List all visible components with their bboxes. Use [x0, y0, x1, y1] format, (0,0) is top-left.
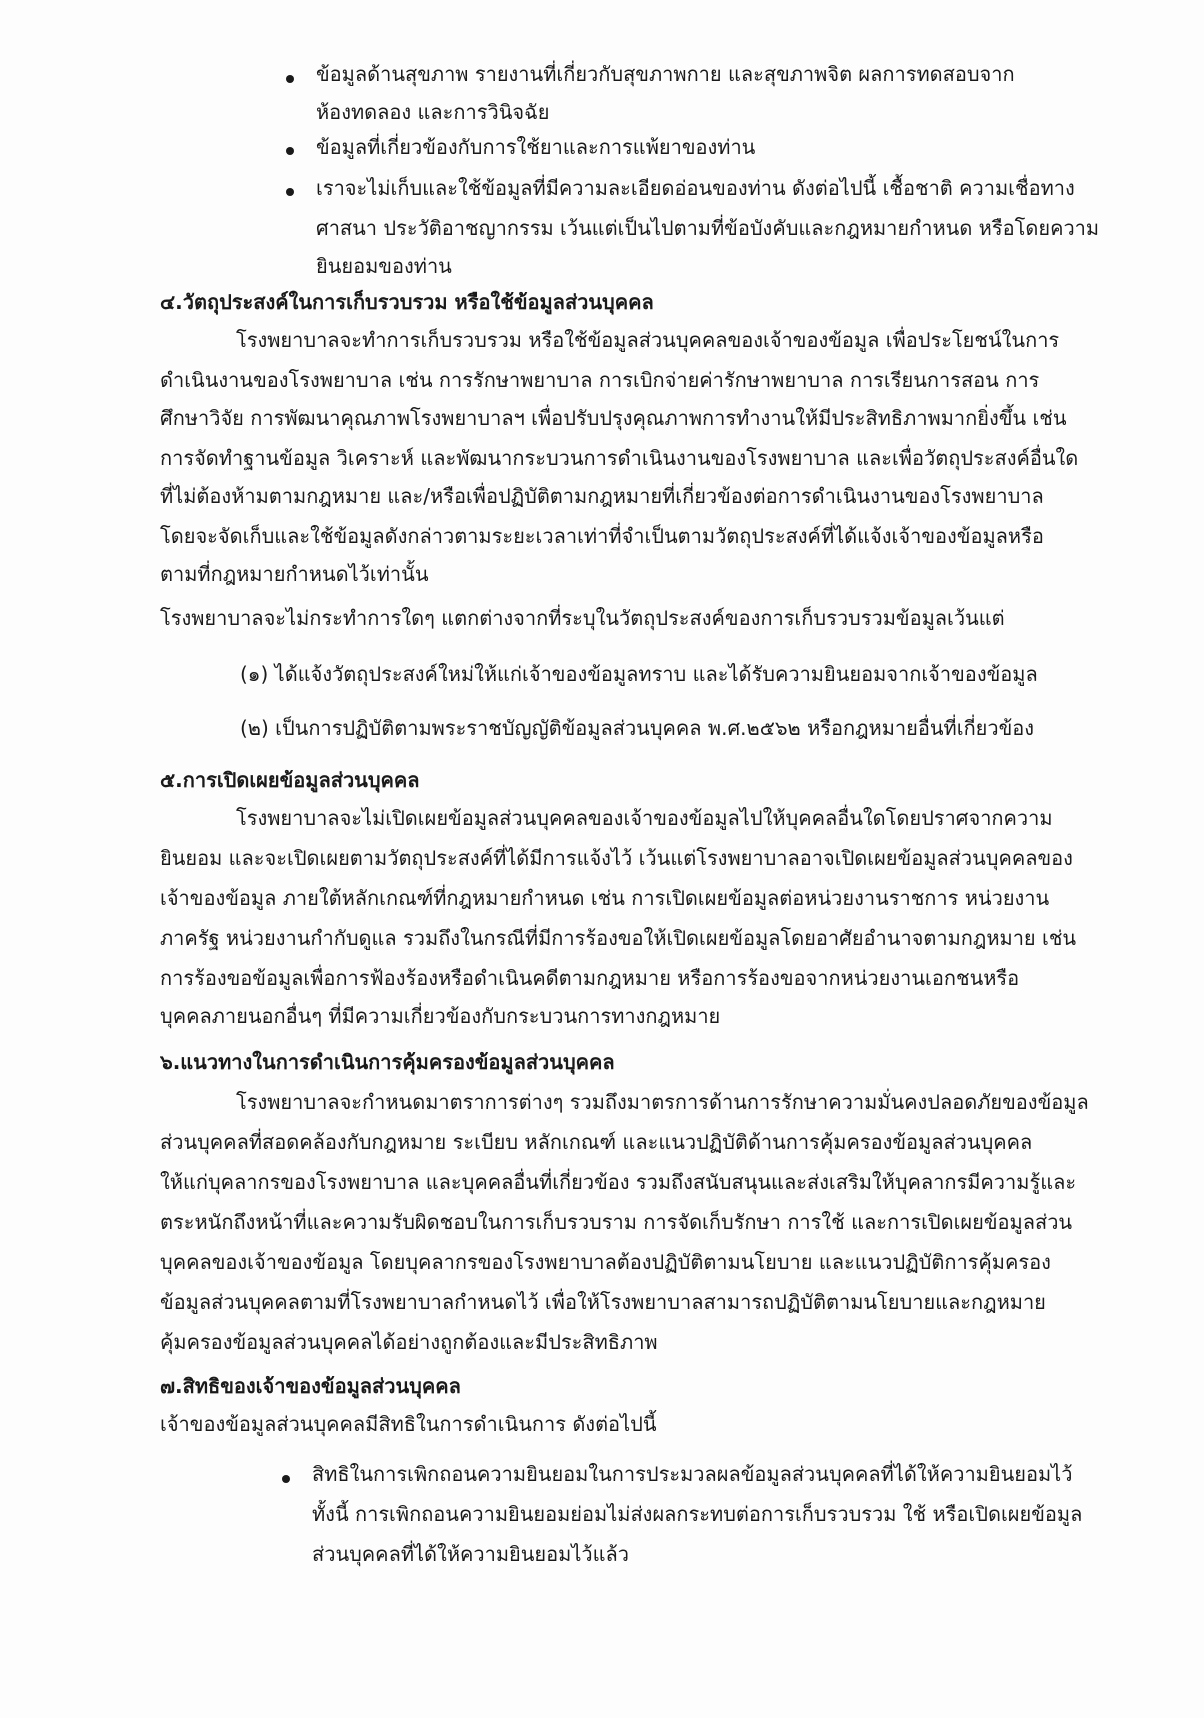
- bullet-dot: [282, 1475, 290, 1483]
- paragraph-line: เจ้าของข้อมูลส่วนบุคคลมีสิทธิในการดำเนินการ ดังต่อไปนี้: [160, 1412, 657, 1436]
- section-heading: ๕.การเปิดเผยข้อมูลส่วนบุคคล: [160, 768, 420, 792]
- paragraph-line: ตระหนักถึงหน้าที่และความรับผิดชอบในการเก็บรวบราม การจัดเก็บรักษา การใช้ และการเปิดเผยข้อมูลส่วน: [160, 1210, 1073, 1234]
- paragraph-line: บุคคลภายนอกอื่นๆ ที่มีความเกี่ยวข้องกับกระบวนการทางกฎหมาย: [160, 1004, 721, 1028]
- paragraph-line: ศึกษาวิจัย การพัฒนาคุณภาพโรงพยาบาลฯ เพื่อปรับปรุงคุณภาพการทำงานให้มีประสิทธิภาพมากยิ่งขึ้น เช่น: [160, 406, 1067, 430]
- paragraph-line: บุคคลของเจ้าของข้อมูล โดยบุคลากรของโรงพยาบาลต้องปฏิบัติตามนโยบาย และแนวปฏิบัติการคุ้มครอง: [160, 1250, 1051, 1274]
- list-item-line: สิทธิในการเพิกถอนความยินยอมในการประมวลผลข้อมูลส่วนบุคคลที่ได้ให้ความยินยอมไว้: [312, 1462, 1073, 1486]
- section-heading: ๔.วัตถุประสงค์ในการเก็บรวบรวม หรือใช้ข้อมูลส่วนบุคคล: [160, 290, 654, 314]
- paragraph-line: ที่ไม่ต้องห้ามตามกฎหมาย และ/หรือเพื่อปฏิบัติตามกฎหมายที่เกี่ยวข้องต่อการดำเนินงานของโรงพยาบาล: [160, 484, 1044, 508]
- list-item-line: ข้อมูลด้านสุขภาพ รายงานที่เกี่ยวกับสุขภาพกาย และสุขภาพจิต ผลการทดสอบจาก: [316, 62, 1015, 86]
- paragraph-line: เจ้าของข้อมูล ภายใต้หลักเกณฑ์ที่กฎหมายกำหนด เช่น การเปิดเผยข้อมูลต่อหน่วยงานราชการ หน่วยงาน: [160, 886, 1050, 910]
- paragraph-line: การจัดทำฐานข้อมูล วิเคราะห์ และพัฒนากระบวนการดำเนินงานของโรงพยาบาล และเพื่อวัตถุประสงค์อื่นใด: [160, 446, 1079, 470]
- list-item-line: ศาสนา ประวัติอาชญากรรม เว้นแต่เป็นไปตามที่ข้อบังคับและกฎหมายกำหนด หรือโดยความ: [316, 216, 1100, 240]
- paragraph-line: ยินยอม และจะเปิดเผยตามวัตถุประสงค์ที่ได้มีการแจ้งไว้ เว้นแต่โรงพยาบาลอาจเปิดเผยข้อมูลส่วนบุคคลของ: [160, 846, 1073, 870]
- numbered-item: (๑) ได้แจ้งวัตถุประสงค์ใหม่ให้แก่เจ้าของข้อมูลทราบ และได้รับความยินยอมจากเจ้าของข้อมูล: [240, 662, 1038, 686]
- list-item-line: ข้อมูลที่เกี่ยวข้องกับการใช้ยาและการแพ้ยาของท่าน: [316, 135, 756, 159]
- paragraph-line: ข้อมูลส่วนบุคคลตามที่โรงพยาบาลกำหนดไว้ เพื่อให้โรงพยาบาลสามารถปฏิบัติตามนโยบายและกฎหมาย: [160, 1290, 1046, 1314]
- numbered-item: (๒) เป็นการปฏิบัติตามพระราชบัญญัติข้อมูลส่วนบุคคล พ.ศ.๒๕๖๒ หรือกฎหมายอื่นที่เกี่ยวข้อง: [240, 716, 1035, 740]
- bullet-dot: [286, 147, 294, 155]
- paragraph-line: คุ้มครองข้อมูลส่วนบุคคลได้อย่างถูกต้องและมีประสิทธิภาพ: [160, 1330, 658, 1354]
- paragraph-line: โรงพยาบาลจะไม่เปิดเผยข้อมูลส่วนบุคคลของเจ้าของข้อมูลไปให้บุคคลอื่นใดโดยปราศจากความ: [236, 806, 1053, 830]
- paragraph-line: โรงพยาบาลจะไม่กระทำการใดๆ แตกต่างจากที่ระบุในวัตถุประสงค์ของการเก็บรวบรวมข้อมูลเว้นแต่: [160, 606, 1005, 630]
- paragraph-line: โดยจะจัดเก็บและใช้ข้อมูลดังกล่าวตามระยะเวลาเท่าที่จำเป็นตามวัตถุประสงค์ที่ได้แจ้งเจ้าของข้อมูลหรือ: [160, 524, 1044, 548]
- bullet-dot: [286, 188, 294, 196]
- paragraph-line: ดำเนินงานของโรงพยาบาล เช่น การรักษาพยาบาล การเบิกจ่ายค่ารักษาพยาบาล การเรียนการสอน การ: [160, 368, 1040, 392]
- paragraph-line: การร้องขอข้อมูลเพื่อการฟ้องร้องหรือดำเนินคดีตามกฎหมาย หรือการร้องขอจากหน่วยงานเอกชนหรือ: [160, 966, 1020, 990]
- paragraph-line: ภาครัฐ หน่วยงานกำกับดูแล รวมถึงในกรณีที่มีการร้องขอให้เปิดเผยข้อมูลโดยอาศัยอำนาจตามกฎหมาย เช่น: [160, 926, 1077, 950]
- section-heading: ๗.สิทธิของเจ้าของข้อมูลส่วนบุคคล: [160, 1374, 461, 1398]
- paragraph-line: ให้แก่บุคลากรของโรงพยาบาล และบุคคลอื่นที่เกี่ยวข้อง รวมถึงสนับสนุนและส่งเสริมให้บุคลากรมีความรู้และ: [160, 1170, 1077, 1194]
- bullet-dot: [286, 75, 294, 83]
- paragraph-line: โรงพยาบาลจะกำหนดมาตราการต่างๆ รวมถึงมาตรการด้านการรักษาความมั่นคงปลอดภัยของข้อมูล: [236, 1090, 1089, 1114]
- section-heading: ๖.แนวทางในการดำเนินการคุ้มครองข้อมูลส่วนบุคคล: [160, 1050, 615, 1074]
- list-item-line: ยินยอมของท่าน: [316, 254, 452, 278]
- list-item-line: ห้องทดลอง และการวินิจฉัย: [316, 100, 550, 124]
- list-item-line: ส่วนบุคคลที่ได้ให้ความยินยอมไว้แล้ว: [312, 1542, 629, 1566]
- list-item-line: ทั้งนี้ การเพิกถอนความยินยอมย่อมไม่ส่งผลกระทบต่อการเก็บรวบรวม ใช้ หรือเปิดเผยข้อมูล: [312, 1502, 1083, 1526]
- paragraph-line: ตามที่กฎหมายกำหนดไว้เท่านั้น: [160, 562, 429, 586]
- list-item-line: เราจะไม่เก็บและใช้ข้อมูลที่มีความละเอียดอ่อนของท่าน ดังต่อไปนี้ เชื้อชาติ ความเชื่อทาง: [316, 176, 1075, 200]
- paragraph-line: ส่วนบุคคลที่สอดคล้องกับกฎหมาย ระเบียบ หลักเกณฑ์ และแนวปฏิบัติด้านการคุ้มครองข้อมูลส่วนบุคคล: [160, 1130, 1033, 1154]
- paragraph-line: โรงพยาบาลจะทำการเก็บรวบรวม หรือใช้ข้อมูลส่วนบุคคลของเจ้าของข้อมูล เพื่อประโยชน์ในการ: [236, 328, 1060, 352]
